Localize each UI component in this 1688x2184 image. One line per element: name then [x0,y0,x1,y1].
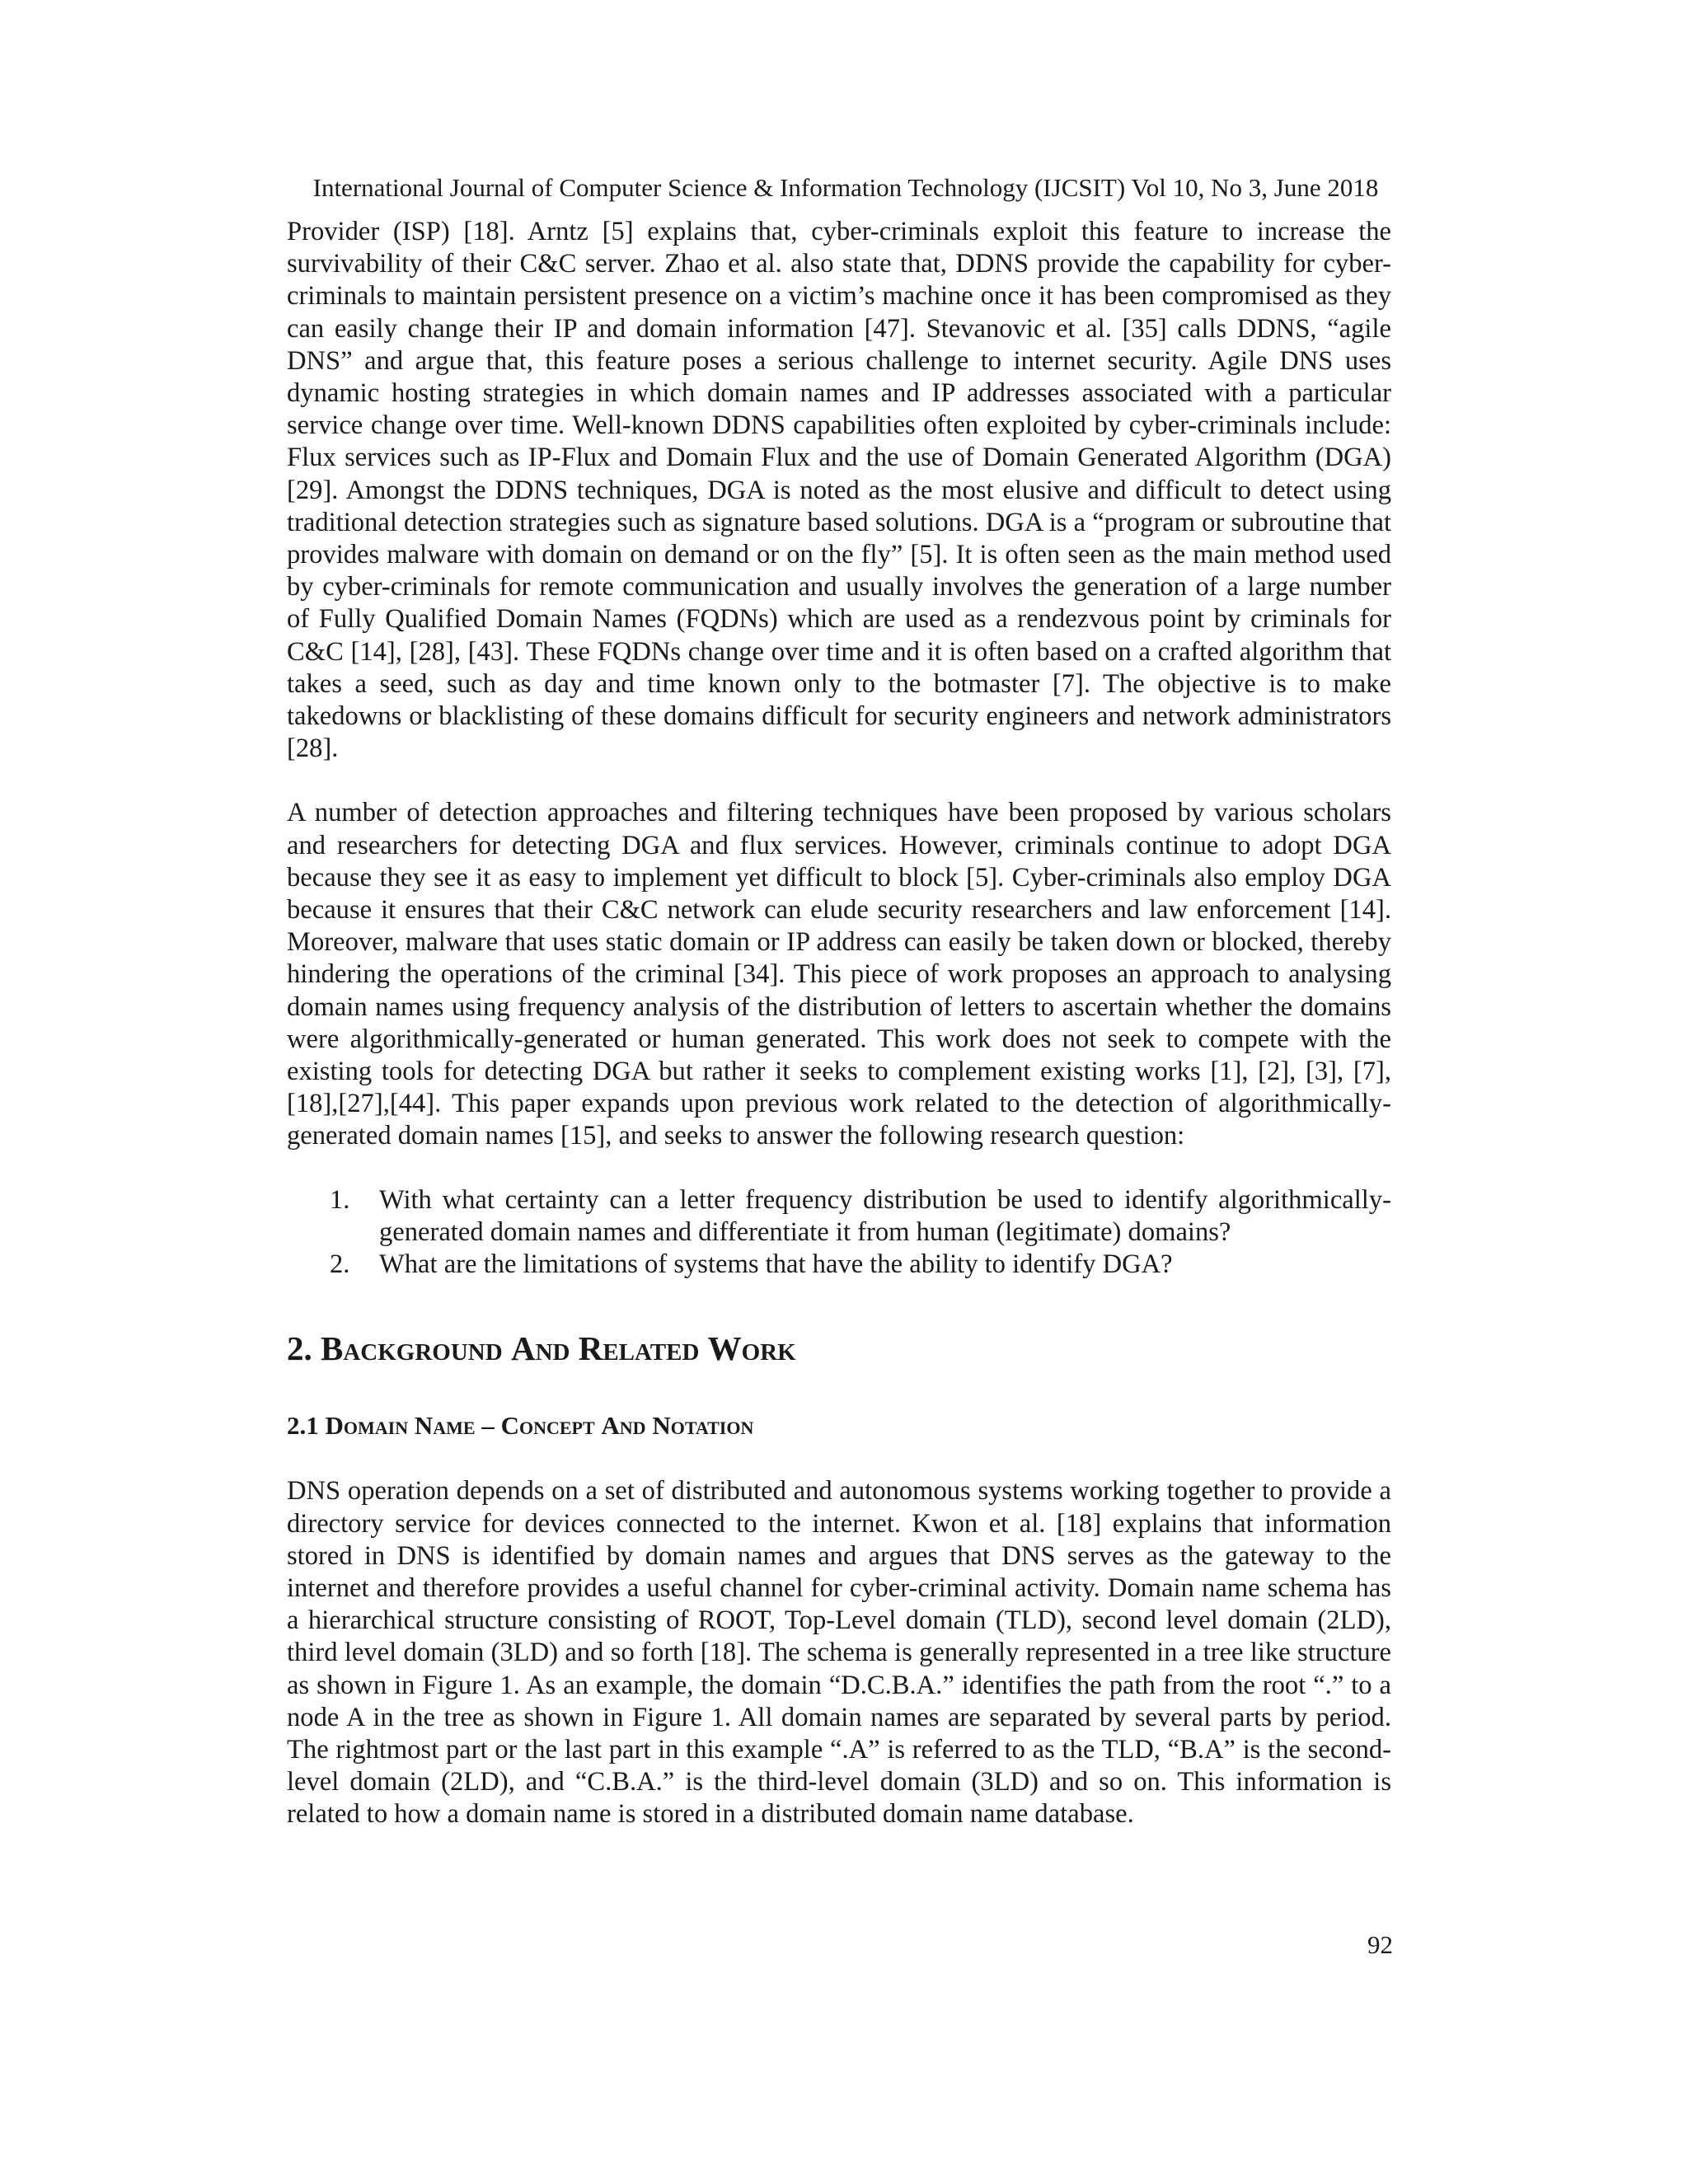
subsection-title-part: N [414,1411,434,1441]
list-item-number: 1. [330,1184,350,1215]
body-paragraph-3: DNS operation depends on a set of distributed and autonomous systems working together to provide a directory service for devices connected to the internet. Kwon et al. [18] explains that information stored in DNS is identified by domain names and argues that DNS serves as the gateway to the internet and therefore provides a useful channel for cyber-criminal activity. Domain name schema has a hierarchical structure consisting of ROOT, Top-Level domain (TLD), second level domain (2LD), third level domain (3LD) and so forth [18]. The schema is generally represented in a tree like structure as shown in Figure 1. As an example, the domain “D.C.B.A.” identifies the path from the root “.” to a node A in the tree as shown in Figure 1. All domain names are separated by several parts by period. The rightmost part or the last part in this example “.A” is referred to as the TLD, “B.A” is the second-level domain (2LD), and “C.B.A.” is the third-level domain (3LD) and so on. This information is related to how a domain name is stored in a distributed domain name database. [287,1476,1391,1830]
list-item [287,1184,1391,1249]
body-paragraph-2: A number of detection approaches and filtering techniques have been proposed by various scholars and researchers for detecting DGA and flux services. However, criminals continue to adopt DGA because they see it as easy to implement yet difficult to block [5]. Cyber-criminals also employ DGA because it ensures that their C&C network can elude security researchers and law enforcement [14]. Moreover, malware that uses static domain or IP address can easily be taken down or blocked, thereby hindering the operations of the criminal [34]. This piece of work proposes an approach to analysing domain names using frequency analysis of the distribution of letters to ascertain whether the domains were algorithmically-generated or human generated. This work does not seek to compete with the existing tools for detecting DGA but rather it seeks to complement existing works [1], [2], [3], [7], [18],[27],[44]. This paper expands upon previous work related to the detection of algorithmically-generated domain names [15], and seeks to answer the following research question: [287,798,1391,1151]
subsection-title-part: ame – [433,1411,501,1441]
running-header: International Journal of Computer Science & Information Technology (IJCSIT) Vol 10, No 3, June 2018 [312,173,1379,202]
subsection-heading [287,1409,1391,1442]
page-body [287,216,1391,1831]
section-title-part: R [578,1329,603,1368]
section-title-part: W [707,1329,742,1368]
section-title-part: ork [741,1329,796,1368]
body-paragraph-1: Provider (ISP) [18]. Arntz [5] explains that, cyber-criminals exploit this feature to increase the survivability of their C&C server. Zhao et al. also state that, DDNS provide the capability for cyber-criminals to maintain persistent presence on a victim’s machine once it has been compromised as they can easily change their IP and domain information [47]. Stevanovic et al. [35] calls DDNS, “agile DNS” and argue that, this feature poses a serious challenge to internet security. Agile DNS uses dynamic hosting strategies in which domain names and IP addresses associated with a particular service change over time. Well-known DDNS capabilities often exploited by cyber-criminals include: Flux services such as IP-Flux and Domain Flux and the use of Domain Generated Algorithm (DGA) [29]. Amongst the DDNS techniques, DGA is noted as the most elusive and difficult to detect using traditional detection strategies such as signature based solutions. DGA is a “program or subroutine that provides malware with domain on demand or on the fly” [5]. It is often seen as the main method used by cyber-criminals for remote communication and usually involves the generation of a large number of Fully Qualified Domain Names (FQDNs) which are used as a rendezvous point by criminals for C&C [14], [28], [43]. These FQDNs change over time and it is often based on a crafted algorithm that takes a seed, such as day and time known only to the botmaster [7]. The objective is to make takedowns or blacklisting of these domains difficult for security engineers and network administrators [28]. [287,217,1391,764]
research-question-list [287,1184,1391,1282]
list-item-text: With what certainty can a letter frequency distribution be used to identify algorithmically-generated domain names and differentiate it from human (legitimate) domains? [379,1184,1391,1247]
section-heading [287,1329,1391,1368]
section-title-part: A [510,1329,536,1368]
subsection-title-part: D [325,1411,344,1441]
section-title-part: ackground [343,1329,511,1368]
subsection-title-part: oncept [518,1411,602,1441]
list-item-number: 2. [330,1249,350,1280]
section-title-part: B [321,1329,344,1368]
subsection-number: 2.1 [287,1411,319,1441]
list-item-text: What are the limitations of systems that have the ability to identify DGA? [379,1249,1173,1280]
list-item [287,1249,1391,1281]
subsection-title-part: nd [619,1411,653,1441]
section-title-part: nd [535,1329,579,1368]
subsection-title-part: C [500,1411,519,1441]
subsection-title-part: N [652,1411,671,1441]
section-number: 2. [287,1329,312,1368]
subsection-title-part: otation [670,1411,754,1441]
subsection-title-part: omain [343,1411,415,1441]
section-title-part: elated [603,1329,708,1368]
page-number: 92 [1367,1930,1393,1959]
subsection-title-part: A [601,1411,620,1441]
